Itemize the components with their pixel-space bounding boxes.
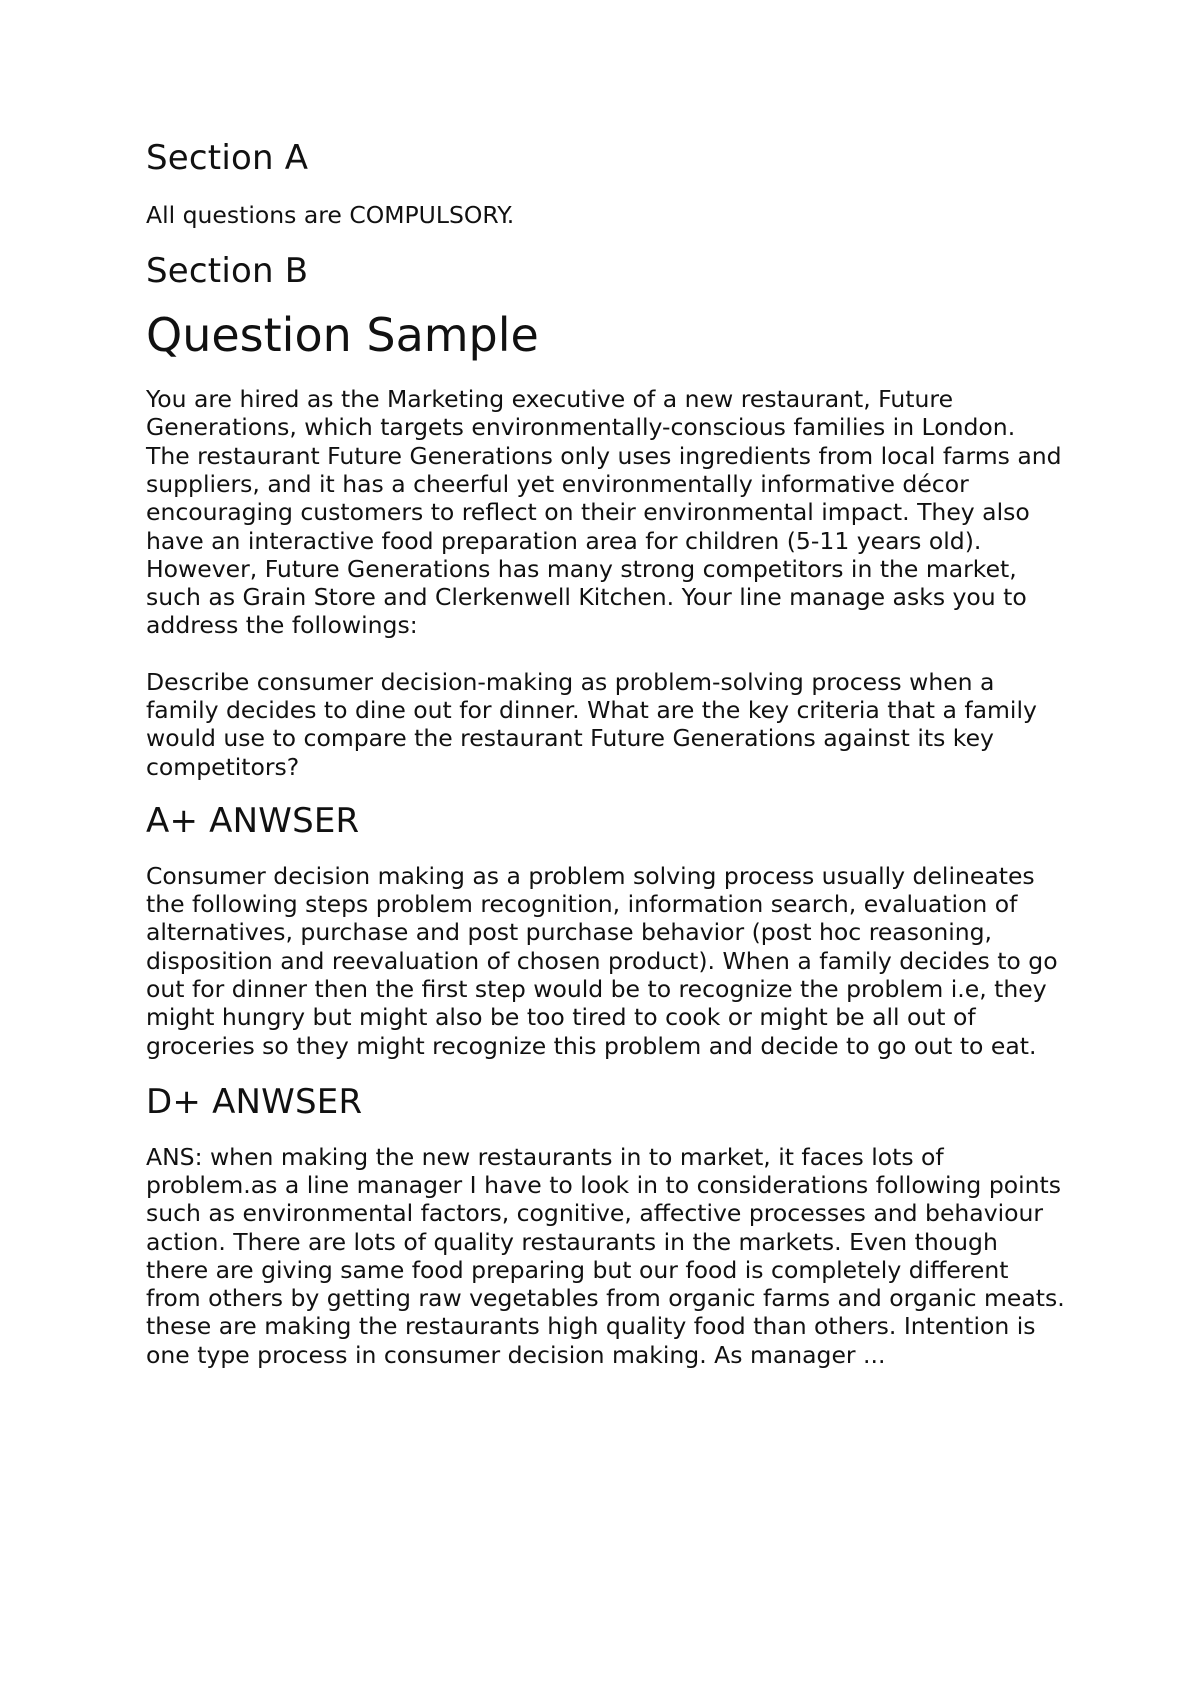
compulsory-note: All questions are COMPULSORY. (146, 200, 515, 229)
a-plus-answer-heading: A+ ANWSER (146, 800, 360, 841)
d-plus-answer-heading: D+ ANWSER (146, 1081, 363, 1122)
section-a-heading: Section A (146, 138, 309, 178)
question-title: Question Sample (146, 307, 539, 362)
document-page (146, 138, 1066, 1369)
a-plus-answer-paragraph: Consumer decision making as a problem solving process usually delineates the following steps problem recognition, information search, evaluation of alternatives, purchase and post purchase behavior (post hoc reasoning, disposition and reevaluation of chosen product). When a family decides to go out for dinner then the first step would be to recognize the problem i.e, they might hungry but might also be too tired to cook or might be all out of groceries so they might recognize this problem and decide to go out to eat. (146, 861, 1058, 1060)
d-plus-answer-paragraph: ANS: when making the new restaurants in to market, it faces lots of problem.as a line manager I have to look in to considerations following points such as environmental factors, cognitive, affective processes and behaviour action. There are lots of quality restaurants in the markets. Even though there are giving same food preparing but our food is completely different from others by getting raw vegetables from organic farms and organic meats. these are making the restaurants high quality food than others. Intention is one type process in consumer decision making. As manager ... (146, 1142, 1065, 1369)
section-b-heading: Section B (146, 251, 309, 292)
question-task-paragraph: Describe consumer decision-making as problem-solving process when a family decides to dine out for dinner. What are the key criteria that a family would use to compare the restaurant Future Generations against its key competitors? (146, 667, 1037, 781)
question-context-paragraph: You are hired as the Marketing executive of a new restaurant, Future Generations, which targets environmentally-conscious families in London. The restaurant Future Generations only uses ingredients from local farms and suppliers, and it has a cheerful yet environmentally informative décor encouraging customers to reflect on their environmental impact. They also have an interactive food preparation area for children (5-11 years old). However, Future Generations has many strong competitors in the market, such as Grain Store and Clerkenwell Kitchen. Your line manage asks you to address the followings: (146, 385, 1062, 640)
